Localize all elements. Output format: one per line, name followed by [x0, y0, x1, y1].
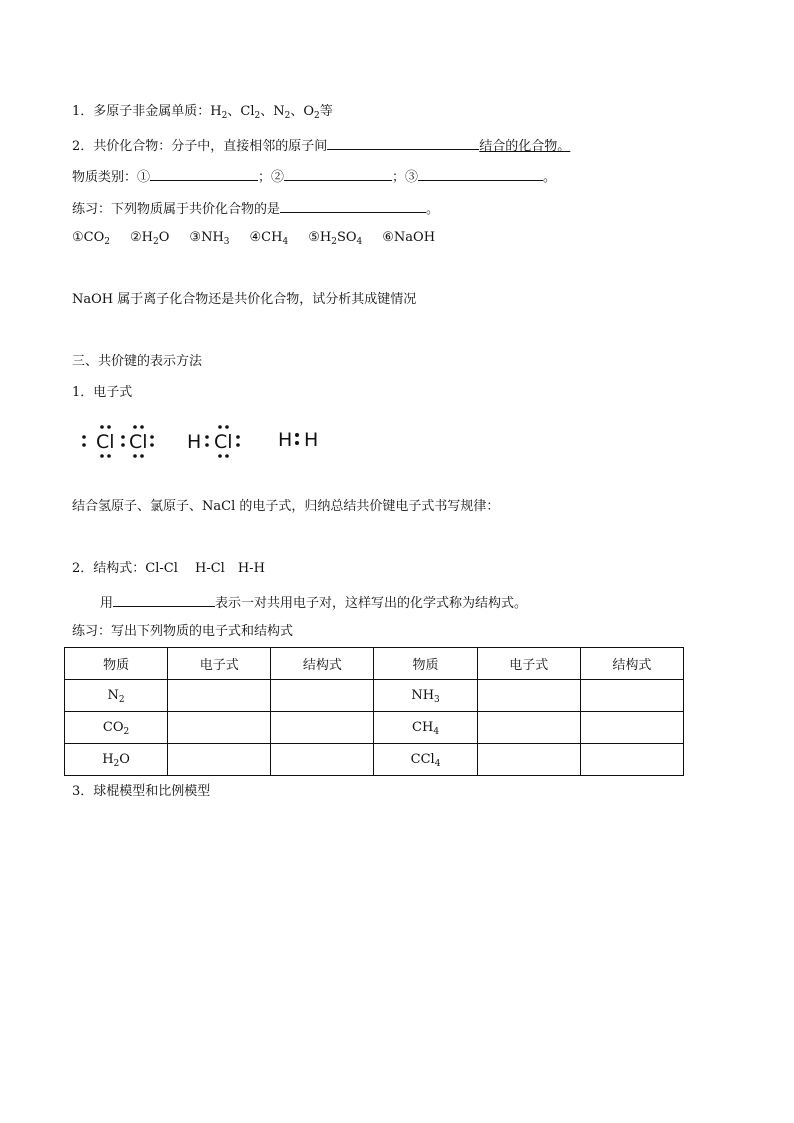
simple-substances-suffix: 等: [319, 104, 333, 119]
formula-subscript: 2: [123, 727, 130, 737]
fill-blank-category-3[interactable]: [418, 166, 543, 181]
exercise-1-options: [72, 229, 435, 247]
list-separator: 、: [227, 104, 241, 119]
exercise-1-end: 。: [426, 202, 440, 217]
formula-subscript: 4: [433, 727, 440, 737]
lewis-h2-atom-1: H: [278, 429, 293, 451]
lewis-structures: [72, 418, 372, 468]
definition-suffix: 结合的化合物。: [479, 139, 571, 154]
fill-blank-category-2[interactable]: [284, 166, 392, 181]
formula-text: O: [158, 230, 170, 245]
table-header-row: [65, 648, 684, 680]
table-header-cell: 物质: [65, 648, 168, 680]
naoh-question: NaOH 属于离子化合物还是共价化合物，试分析其成键情况: [72, 292, 417, 307]
formula-text: CO: [83, 230, 105, 245]
table-header-cell: 结构式: [580, 648, 683, 680]
fill-blank-exercise-1[interactable]: [280, 198, 426, 213]
table-row: [65, 712, 684, 744]
table-answer-cell[interactable]: [271, 712, 374, 744]
categories-end: 。: [543, 170, 557, 185]
categories-sep-2: ；③: [392, 170, 419, 185]
option-item: [189, 229, 229, 247]
lewis-h2: [278, 429, 318, 451]
table-substance-cell: [374, 712, 477, 744]
table-substance-cell: [374, 680, 477, 712]
formula-text: CO: [102, 720, 124, 735]
fill-blank-bond-type[interactable]: [327, 135, 479, 150]
formula-subscript: 2: [314, 111, 320, 121]
formula-text: H: [319, 230, 332, 245]
table-answer-cell[interactable]: [477, 680, 580, 712]
formula: [273, 104, 290, 119]
formula-subscript: 4: [282, 237, 289, 247]
formula-text: Cl: [240, 104, 255, 119]
table-answer-cell[interactable]: [168, 744, 271, 776]
formula-subscript: 2: [118, 695, 125, 705]
simple-substances-line: [72, 103, 333, 121]
exercise-2-title: 练习：写出下列物质的电子式和结构式: [72, 624, 294, 639]
lewis-cl2-atom-2: Cl: [129, 431, 148, 453]
option-number: ⑤: [308, 230, 320, 245]
option-item: [308, 229, 362, 247]
formula-subscript: 2: [331, 237, 337, 247]
table-substance-cell: [374, 744, 477, 776]
table-header-cell: 电子式: [477, 648, 580, 680]
table-answer-cell[interactable]: [477, 712, 580, 744]
summary-prompt: 结合氢原子、氯原子、NaCl 的电子式，归纳总结共价键电子式书写规律：: [72, 499, 500, 514]
table-substance-cell: [65, 712, 168, 744]
substance-categories-line: [72, 166, 556, 187]
option-item: [72, 229, 110, 247]
exercise-1-prefix: 练习：下列物质属于共价化合物的是: [72, 202, 281, 217]
option-item: [250, 229, 289, 247]
lewis-h2-atom-2: H: [304, 429, 319, 451]
table-answer-cell[interactable]: [580, 680, 683, 712]
formula-text: O: [303, 104, 315, 119]
option-item: [382, 229, 435, 247]
section-3-title: 三、共价键的表示方法: [72, 354, 203, 369]
formula: [303, 104, 319, 119]
electron-formula-heading: 1．电子式: [72, 385, 133, 400]
formula-subscript: 3: [434, 695, 440, 705]
list-separator: 、: [290, 104, 304, 119]
lewis-hcl-atom-1: H: [187, 431, 202, 453]
table-answer-cell[interactable]: [168, 680, 271, 712]
definition-prefix: 2．共价化合物：分子中，直接相邻的原子间: [72, 139, 328, 154]
formula-text: N: [273, 104, 285, 119]
structural-formula-heading: 2．结构式：Cl-Cl H-Cl H-H: [72, 561, 265, 576]
simple-substances-label: 1．多原子非金属单质：: [72, 104, 211, 119]
table-answer-cell[interactable]: [580, 712, 683, 744]
categories-prefix: 物质类别：①: [72, 170, 151, 185]
lewis-cl2: [82, 425, 154, 458]
formula-subscript: 3: [223, 237, 230, 247]
formula: [240, 104, 260, 119]
model-heading: 3．球棍模型和比例模型: [72, 784, 211, 799]
formula-subscript: 2: [284, 111, 291, 121]
formula-text: CH: [261, 230, 283, 245]
list-separator: 、: [260, 104, 274, 119]
formula-text: NH: [411, 688, 435, 703]
option-number: ⑥: [382, 230, 394, 245]
option-number: ①: [72, 230, 84, 245]
table-row: [65, 680, 684, 712]
table-answer-cell[interactable]: [477, 744, 580, 776]
exercise-table: [64, 647, 684, 776]
fill-blank-category-1[interactable]: [150, 166, 258, 181]
structural-def-prefix: 用: [100, 596, 114, 611]
table-substance-cell: [65, 744, 168, 776]
formula-text: H: [210, 104, 222, 119]
formula: [210, 104, 227, 119]
formula-text: CH: [412, 720, 434, 735]
formula-text: CCl: [410, 752, 435, 767]
formula-text: O: [119, 752, 130, 767]
formula-subscript: 4: [434, 759, 441, 769]
lewis-hcl: [187, 425, 240, 458]
formula-subscript: 2: [104, 237, 110, 247]
option-item: [130, 229, 169, 247]
table-header-cell: 结构式: [271, 648, 374, 680]
exercise-1-line: [72, 198, 439, 219]
formula-subscript: 2: [153, 237, 159, 247]
formula-text: H: [141, 230, 153, 245]
formula-subscript: 4: [356, 237, 363, 247]
formula-subscript: 2: [113, 759, 120, 769]
structural-formula-definition: [100, 592, 527, 613]
lewis-cl2-atom-1: Cl: [96, 431, 115, 453]
formula-subscript: 2: [254, 111, 261, 121]
structural-def-suffix: 表示一对共用电子对，这样写出的化学式称为结构式。: [215, 596, 528, 611]
table-header-cell: 电子式: [168, 648, 271, 680]
option-number: ③: [189, 230, 202, 245]
categories-sep-1: ；②: [258, 170, 285, 185]
table-answer-cell[interactable]: [271, 680, 374, 712]
formula-text: NH: [201, 230, 224, 245]
table-answer-cell[interactable]: [271, 744, 374, 776]
option-number: ④: [249, 230, 262, 245]
table-row: [65, 744, 684, 776]
simple-substances-list: [210, 104, 319, 119]
formula-text: NaOH: [393, 230, 436, 245]
lewis-hcl-atom-2: Cl: [214, 431, 233, 453]
option-number: ②: [130, 230, 142, 245]
fill-blank-structural[interactable]: [113, 592, 215, 607]
formula-text: H: [102, 752, 114, 767]
table-answer-cell[interactable]: [168, 712, 271, 744]
formula-text: N: [107, 688, 119, 703]
table-answer-cell[interactable]: [580, 744, 683, 776]
formula-text: SO: [336, 230, 357, 245]
covalent-compound-definition: [72, 135, 570, 156]
formula-subscript: 2: [221, 111, 228, 121]
table-header-cell: 物质: [374, 648, 477, 680]
table-substance-cell: [65, 680, 168, 712]
